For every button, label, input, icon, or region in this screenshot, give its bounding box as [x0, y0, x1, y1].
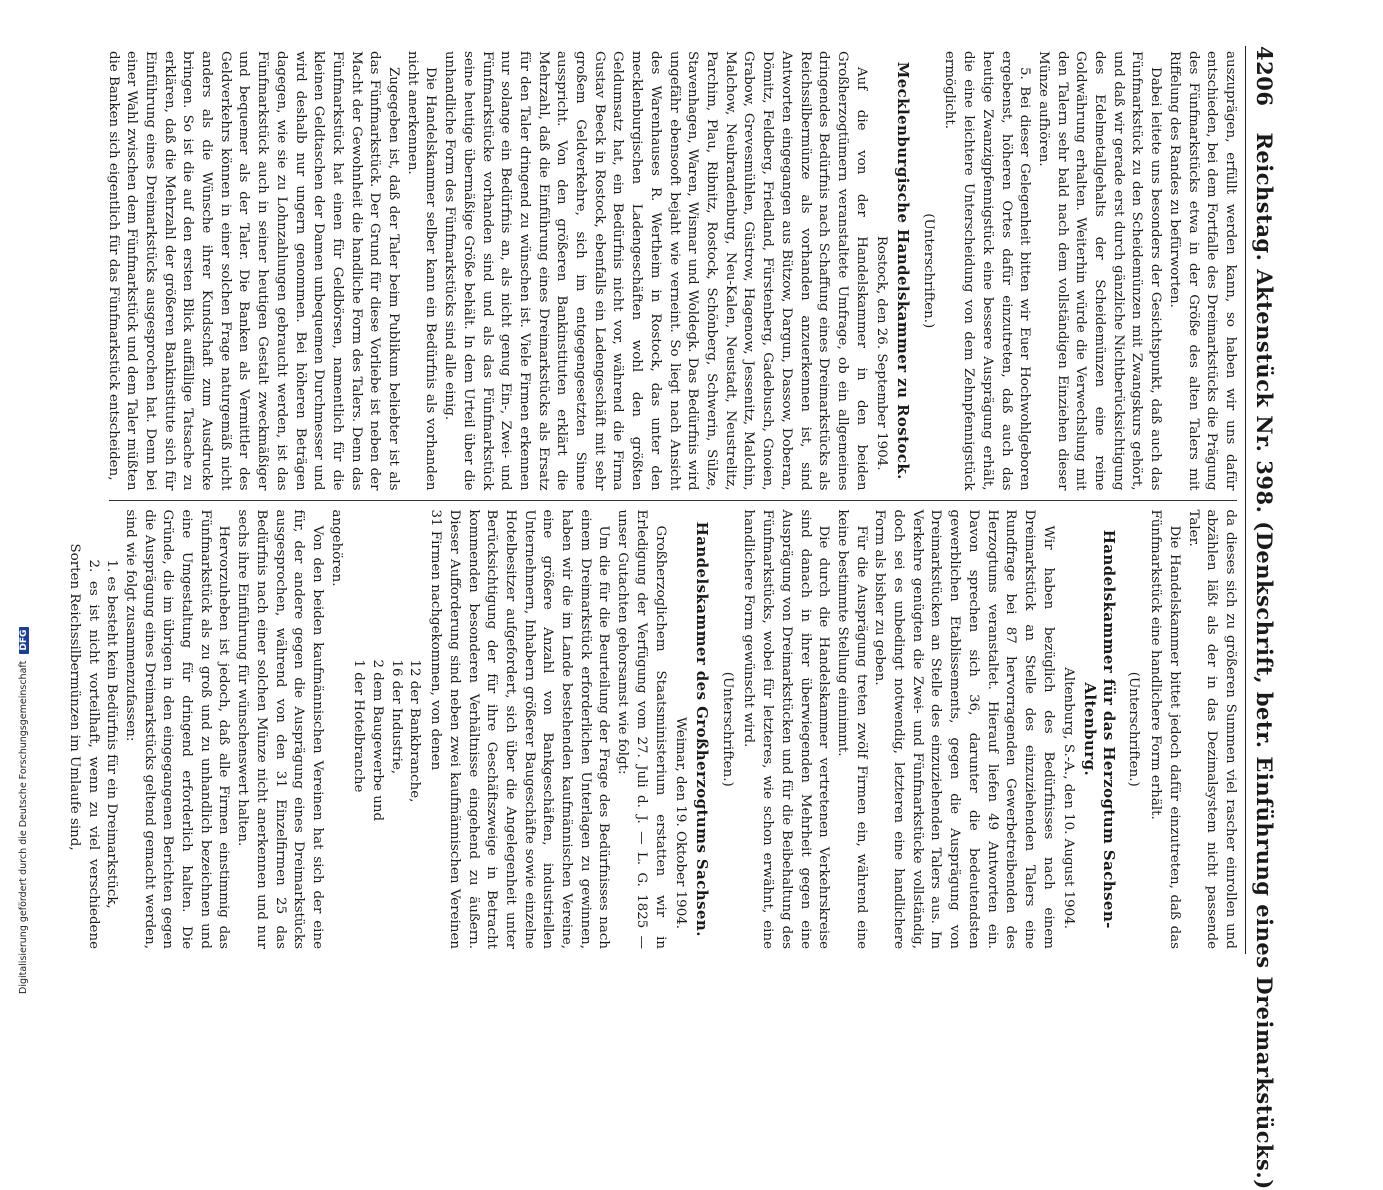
branch-list [348, 510, 423, 950]
section-heading: Handelskammer für das Herzogtum Sachsen-Altenburg. [1080, 529, 1118, 929]
paragraph: Zugegeben ist, daß der Taler beim Publikum beliebter ist als das Fünfmarkstück. Der Grund für diese Vorliebe ist neben der Macht der Gewohnheit die handliche Form des Talers. Denn das Fünfmarkstück hat einen für Geldbörsen, namentlich für die kleinen Geldtaschen der Damen unbequemen Durchmesser und wird deshalb nur ungern genommen. Bei höheren Beträgen dagegen, wie sie zu Lohnzahlungen gebraucht werden, ist das Fünfmarkstück auch in seiner heutigen Gestalt zweckmäßiger und bequemer als der Taler. Die Banken als Vermittler des Geldverkehrs können in einer solchen Frage naturgemäß nicht anders als die Wünsche ihrer Kundschaft zum Ausdrucke bringen. So ist die auf den ersten Blick auffällige Tatsache zu erklären, daß die Mehrzahl der größeren Bankinstitute sich für Einführung eines Dreimarkstücks ausgesprochen hat. Denn bei einer Wahl zwischen dem Fünfmarkstück und dem Taler müßten die Banken sich eigentlich für das Fünfmarkstück entscheiden, [105, 51, 401, 491]
right-column [66, 505, 1239, 955]
paragraph: Die Handelskammer bittet jedoch dafür einzutreten, daß das Fünfmarkstück eine handlichere Form erhält. [1147, 509, 1182, 949]
paragraph: Hervorzuheben ist jedoch, daß alle Firmen einstimmig das Fünfmarkstück als zu groß und zu unhandlich bezeichnen und eine Umgestaltung für dringend erforderlich halten. Die Gründe, die im übrigen in den eingegangenen Berichten gegen die Ausprägung eines Dreimarkstücks geltend gemacht werden, sind wie folgt zusammenzufassen: [122, 509, 231, 949]
paragraph: Die Handelskammer selber kann ein Bedürfnis als vorhanden nicht anerkennen. [404, 51, 438, 491]
paragraph: angehören. [328, 509, 344, 587]
signature-note: (Unterschriften.) [1125, 671, 1141, 787]
place-date-line: Rostock, den 26. September 1904. [873, 235, 889, 471]
paragraph: Für die Ausprägung treten zwölf Firmen ein, während eine keine bestimmte Stellung einnimmt. [834, 509, 869, 949]
list-item: 2 dem Baugewerbe und [369, 659, 385, 822]
left-column [105, 46, 1239, 496]
column-divider [109, 500, 1237, 501]
list-item: 16 der Industrie, [388, 659, 404, 775]
signature-note: (Unterschriften.) [920, 213, 936, 329]
paragraph: Von den beiden kaufmännischen Vereinen hat sich der eine für, der andere gegen die Ausprägung eines Dreimarkstücks ausgesprochen, während von den 31 Einzelfirmen 25 das Bedürfnis nach einer solchen Münze nicht anerkennen und nur sechs ihre Einführung für wünschenswert halten. [234, 509, 325, 949]
numbered-item: 2. es ist nicht vorteilhaft, wenn zu viel verschiedene Sorten Reichssilbermünzen im Umlaufe sind, [66, 543, 101, 949]
list-item: 1 der Hotelbranche [350, 659, 366, 793]
digitization-text: Digitalisierung gefördert durch die Deutsche Forschungsgemeinschaft [18, 660, 29, 994]
numbered-item: 1. es besteht kein Bedürfnis für ein Dreimarkstück, [103, 559, 119, 909]
paragraph: auszuprägen, erfüllt werden kann, so haben wir uns dafür entschieden, bei dem Fortfalle des Dreimarkstücks die Prägung des Fünfmarkstücks etwa in der Größe des alten Talers mit Riffelung des Randes zu befürworten. [1166, 51, 1238, 491]
dfg-logo: DFG [19, 627, 29, 654]
page-header [1245, 46, 1284, 1190]
digitization-note [18, 627, 29, 994]
signature-note: (Unterschriften.) [719, 671, 735, 787]
page-running-title: Reichstag. Aktenstück Nr. 398. (Denkschrift, betr. Einführung eines Dreimarkstücks.) [1252, 132, 1277, 1190]
section-heading: Handelskammer des Großherzogtums Sachsen. [692, 521, 711, 937]
paragraph: Um die für die Beurteilung der Frage des Bedürfnisses nach einem Dreimarkstück erforderlichen Unterlagen zu gewinnen, haben wir die im Lande bestehenden kaufmännischen Vereine, eine größere Anzahl von Bankgeschäften, industriellen Unternehmern, Inhabern größerer Baugeschäfte sowie einzelne Hotelbesitzer aufgefordert, sich über die Angelegenheit unter Berücksichtigung der für ihre Geschäftszweige in Betracht kommenden besonderen Verhältnisse eingehend zu äußern. Dieser Aufforderung sind neben zwei kaufmännischen Vereinen 31 Firmen nachgekommen, von denen [427, 509, 611, 949]
paragraph: da dieses sich zu größeren Summen viel rascher einrollen und abzählen läßt als der in das Dezimalsystem nicht passende Taler. [1185, 509, 1238, 949]
place-date-line: Weimar, den 19. Oktober 1904. [672, 717, 688, 929]
paragraph: Großherzoglichem Staatsministerium erstatten wir in Erledigung der Verfügung vom 27. Juli d. J. — L. G. 1825 — unser Gutachten gehorsamst wie folgt: [614, 509, 668, 949]
section-heading: Mecklenburgische Handelskammer zu Rostock. [893, 61, 912, 480]
list-item: 12 der Bankbranche, [406, 659, 422, 803]
place-date-line: Altenburg, S.-A., den 10. August 1904. [1060, 667, 1076, 929]
paragraph: 5. Bei dieser Gelegenheit bitten wir Euer Hochwohlgeboren ergebenst, höheren Ortes dafür einzutreten, daß auch das heutige Zwanzigpfennigstück eine bessere Ausprägung erhält, die eine leichtere Unterscheidung von dem Zehnpfennigstück ermöglicht. [941, 51, 1032, 491]
rotated-document-page [66, 40, 1292, 1190]
paragraph: Auf die von der Handelskammer in den beiden Großherzogtümern veranstaltete Umfrage, ob ein allgemeines dringendes Bedürfnis nach Schaffung eines Dreimarkstücks als Reichssilbermünze als vorhanden anzuerkennen ist, sind Antworten eingegangen aus Bützow, Dargun, Dassow, Doberan, Dömitz, Feldberg, Friedland, Fürstenberg, Gadebusch, Gnoien, Grabow, Grevesmühlen, Güstrow, Hagenow, Jessenitz, Malchin, Malchow, Neubrandenburg, Neu-Kalen, Neustadt, Neustrelitz, Parchim, Plau, Ribnitz, Rostock, Schönberg, Schwerin, Sülze, Stavenhagen, Waren, Wismar und Woldegk. Das Bedürfnis wird ungefähr ebensooft bejaht wie verneint. So liegt nach Ansicht des Warenhauses R. Wertheim in Rostock, das unter den mecklenburgischen Ladengeschäften wohl den größten Geldumsatz hat, ein Bedürfnis nicht vor, während die Firma Gustav Beeck in Rostock, ebenfalls ein Ladengeschäft mit sehr großem Geldverkehre, sich im entgegengesetzten Sinne ausspricht. Von den größeren Bankinstituten erklärt die Mehrzahl, daß die Einführung eines Dreimarkstücks als Ersatz für den Taler dringend zu wünschen ist. Viele Firmen erkennen nur solange ein Bedürfnis an, als nicht genug Ein-, Zwei- und Fünfmarkstücke vorhanden sind und als das Fünfmarkstück seine heutige übermäßige Größe behält. In dem Urteil über die unhandliche Form des Fünfmarkstücks sind alle einig. [441, 51, 869, 491]
paragraph: Wir haben bezüglich des Bedürfnisses nach einem Dreimarkstück an Stelle des einzuziehenden Talers eine Rundfrage bei 87 hervorragenden Gewerbetreibenden des Herzogtums veranstaltet. Hierauf liefen 49 Antworten ein. Davon sprechen sich 36, darunter die bedeutendsten gewerblichen Etablissements, gegen die Ausprägung von Dreimarkstücken an Stelle des einzuziehenden Talers aus. Im Verkehre genügten die Zwei- und Fünfmarkstücke vollständig, doch sei es unbedingt notwendig, letzteren eine handlichere Form als bisher zu geben. [871, 509, 1056, 949]
paragraph: Die durch die Handelskammer vertretenen Verkehrskreise sind danach in ihrer überwiegenden Mehrheit gegen eine Ausprägung von Dreimarkstücken und für die Beibehaltung des Fünfmarkstücks, wobei für letzteres, wie schon erwähnt, eine handlichere Form gewünscht wird. [740, 509, 831, 949]
paragraph: Dabei leitete uns besonders der Gesichtspunkt, daß auch das Fünfmarkstück zu den Scheidemünzen mit Zwangskurs gehört, und daß wir gerade erst durch gänzliche Nichtberücksichtigung des Edelmetallgehalts der Scheidemünzen eine reine Goldwährung erhalten. Weiterhin würde die Verwechslung mit den Talern sehr bald nach dem vollständigen Einziehen dieser Münze aufhören. [1035, 51, 1163, 491]
page-number: 4206 [1252, 46, 1277, 107]
text-columns [66, 46, 1239, 954]
